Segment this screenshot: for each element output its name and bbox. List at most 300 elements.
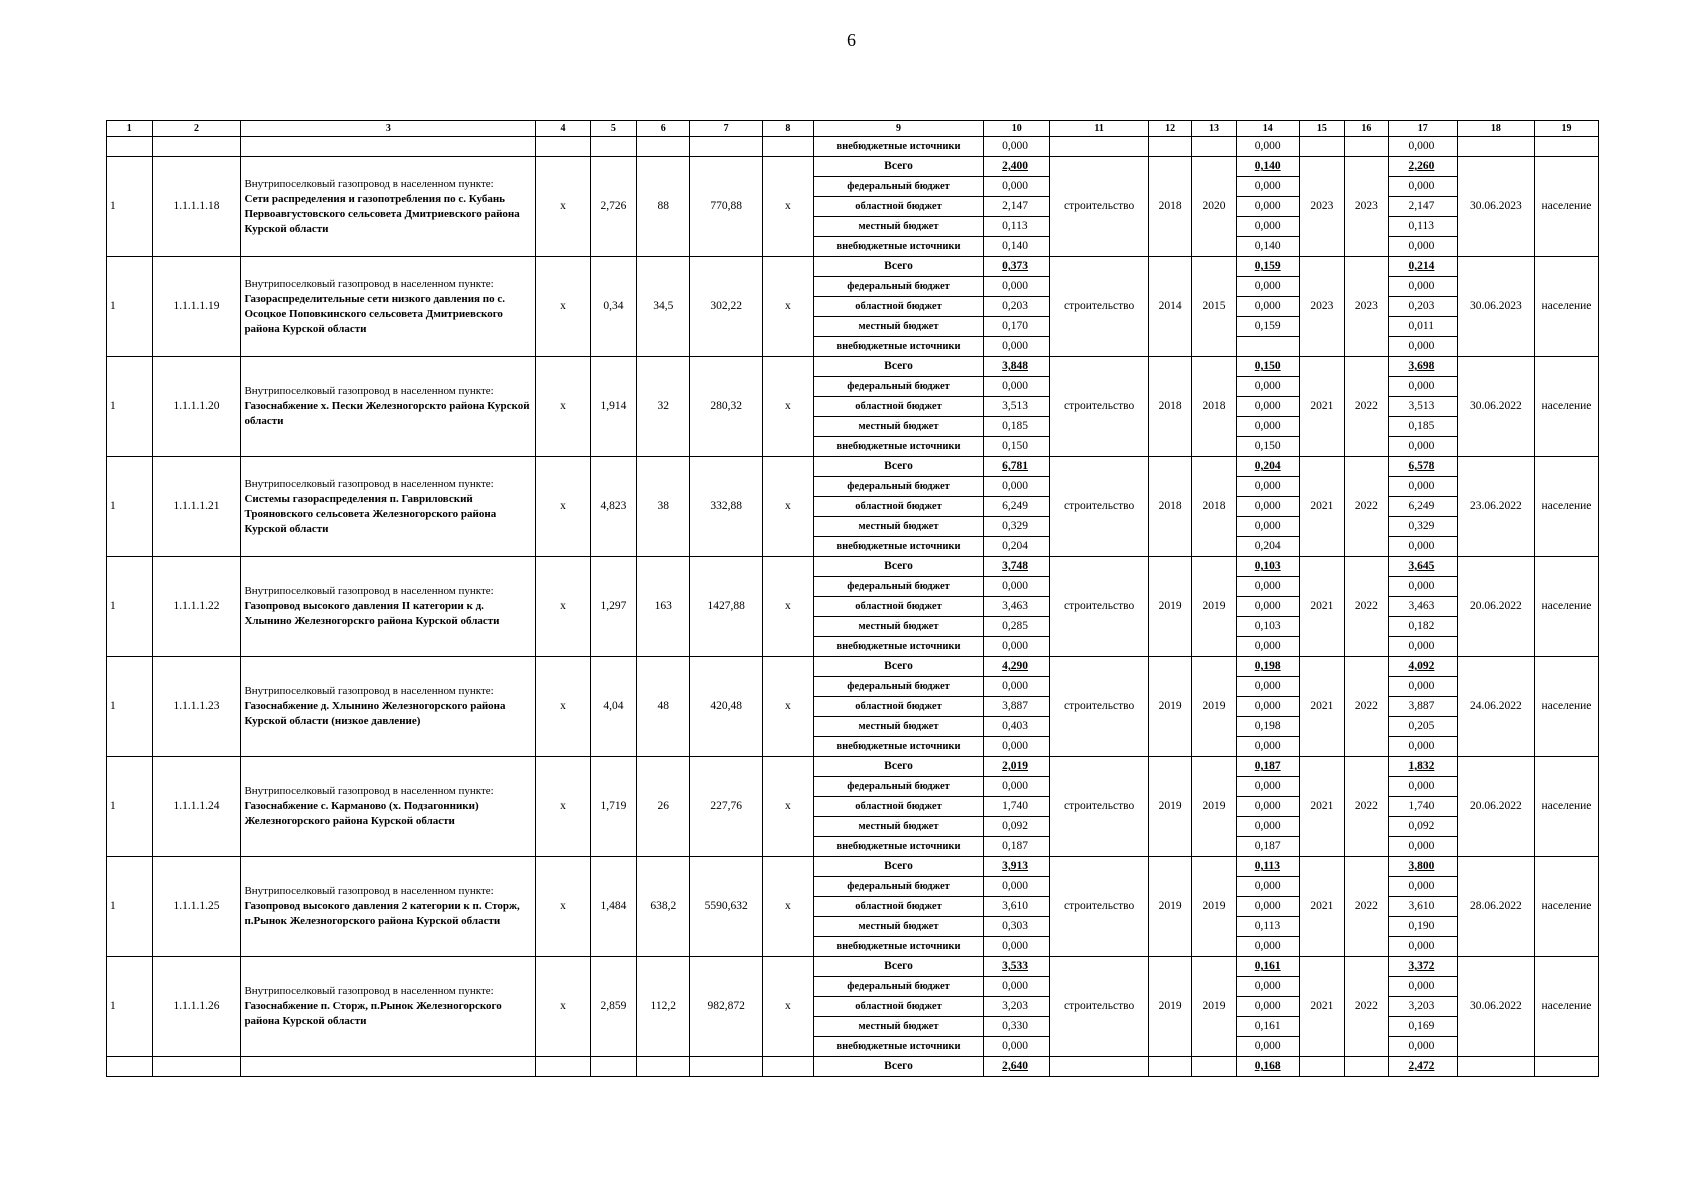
amount-cell: 0,169	[1388, 1017, 1457, 1037]
table-row	[107, 457, 1599, 477]
amount-cell: 2,147	[1388, 197, 1457, 217]
project-description	[241, 857, 536, 957]
funding-source: внебюджетные источники	[813, 637, 983, 657]
amount-cell: 3,463	[1388, 597, 1457, 617]
funding-source: областной бюджет	[813, 997, 983, 1017]
page-number: 6	[847, 30, 856, 50]
table-cell	[536, 137, 590, 157]
table-cell	[1050, 1057, 1149, 1077]
col7-cell: 5590,632	[690, 857, 763, 957]
funding-source: федеральный бюджет	[813, 877, 983, 897]
amount-cell: 1,832	[1388, 757, 1457, 777]
project-description	[241, 157, 536, 257]
amount-cell: 3,698	[1388, 357, 1457, 377]
funding-source: федеральный бюджет	[813, 677, 983, 697]
project-name: Сети распределения и газопотребления по с. Кубань Первоавгустовского сельсовета Дмитриевского района Курской области	[244, 192, 520, 235]
funding-source: внебюджетные источники	[813, 437, 983, 457]
amount-cell: 3,913	[984, 857, 1050, 877]
year-cell: 2022	[1345, 657, 1388, 757]
col4-cell: x	[536, 957, 590, 1057]
column-header: 6	[637, 121, 690, 137]
funding-source: федеральный бюджет	[813, 377, 983, 397]
column-header: 11	[1050, 121, 1149, 137]
year-cell: 2023	[1299, 157, 1345, 257]
amount-cell: 0,214	[1388, 257, 1457, 277]
end-year: 2020	[1192, 157, 1236, 257]
length-cell: 1,914	[590, 357, 637, 457]
amount-cell: 0,000	[1388, 637, 1457, 657]
table-cell	[590, 1057, 637, 1077]
amount-cell: 0,000	[984, 637, 1050, 657]
end-year: 2018	[1192, 457, 1236, 557]
beneficiary-cell: население	[1534, 857, 1598, 957]
amount-cell: 0,159	[1236, 317, 1299, 337]
date-cell: 20.06.2022	[1457, 557, 1534, 657]
year-cell: 2022	[1345, 957, 1388, 1057]
length-cell: 4,04	[590, 657, 637, 757]
table-cell	[590, 137, 637, 157]
table-row	[107, 857, 1599, 877]
project-code: 1.1.1.1.21	[152, 457, 241, 557]
amount-cell: 1,740	[1388, 797, 1457, 817]
amount-cell: 0,150	[984, 437, 1050, 457]
col8-cell: x	[762, 157, 813, 257]
col6-cell: 32	[637, 357, 690, 457]
amount-cell: 0,000	[1388, 137, 1457, 157]
amount-cell: 0,000	[1236, 197, 1299, 217]
project-lead: Внутрипоселковый газопровод в населенном пункте:	[244, 277, 494, 290]
amount-cell: 0,204	[984, 537, 1050, 557]
amount-cell: 0,000	[1236, 977, 1299, 997]
funding-source: федеральный бюджет	[813, 977, 983, 997]
col4-cell: x	[536, 557, 590, 657]
amount-cell: 0,113	[1388, 217, 1457, 237]
table-cell	[637, 1057, 690, 1077]
amount-cell: 0,000	[1388, 477, 1457, 497]
amount-cell: 0,161	[1236, 1017, 1299, 1037]
start-year: 2014	[1148, 257, 1191, 357]
project-name: Газоснабжение с. Карманово (х. Подзагонники) Железногорского района Курской области	[244, 800, 479, 827]
work-type: строительство	[1050, 357, 1149, 457]
amount-cell: 0,000	[984, 1037, 1050, 1057]
year-cell: 2021	[1299, 857, 1345, 957]
amount-cell: 0,000	[1388, 377, 1457, 397]
table-row	[107, 557, 1599, 577]
length-cell: 2,726	[590, 157, 637, 257]
funding-source: местный бюджет	[813, 717, 983, 737]
end-year: 2018	[1192, 357, 1236, 457]
col8-cell: x	[762, 457, 813, 557]
funding-source: местный бюджет	[813, 417, 983, 437]
amount-cell: 0,000	[1236, 417, 1299, 437]
work-type: строительство	[1050, 857, 1149, 957]
funding-source: областной бюджет	[813, 597, 983, 617]
table-row	[107, 357, 1599, 377]
amount-cell: 3,513	[984, 397, 1050, 417]
amount-cell: 0,403	[984, 717, 1050, 737]
year-cell: 2022	[1345, 557, 1388, 657]
col8-cell: x	[762, 257, 813, 357]
amount-cell: 0,000	[1236, 877, 1299, 897]
col7-cell: 227,76	[690, 757, 763, 857]
project-lead: Внутрипоселковый газопровод в населенном пункте:	[244, 685, 494, 697]
project-lead: Внутрипоселковый газопровод в населенном пункте:	[244, 985, 494, 997]
funding-source: федеральный бюджет	[813, 777, 983, 797]
amount-cell: 0,000	[984, 277, 1050, 297]
year-cell: 2022	[1345, 357, 1388, 457]
table-cell	[107, 1057, 153, 1077]
amount-cell: 0,303	[984, 917, 1050, 937]
start-year: 2019	[1148, 957, 1191, 1057]
year-cell: 2021	[1299, 557, 1345, 657]
amount-cell: 0,204	[1236, 537, 1299, 557]
amount-cell: 6,249	[1388, 497, 1457, 517]
date-cell: 24.06.2022	[1457, 657, 1534, 757]
col6-cell: 38	[637, 457, 690, 557]
project-description	[241, 957, 536, 1057]
table-row	[107, 757, 1599, 777]
year-cell: 2021	[1299, 657, 1345, 757]
amount-cell: 0,329	[984, 517, 1050, 537]
length-cell: 2,859	[590, 957, 637, 1057]
year-cell: 2021	[1299, 757, 1345, 857]
start-year: 2018	[1148, 457, 1191, 557]
project-code: 1.1.1.1.24	[152, 757, 241, 857]
funding-source: Всего	[813, 557, 983, 577]
project-name: Газопровод высокого давления II категории к д. Хлынино Железногорскго района Курской области	[244, 600, 500, 627]
col6-cell: 48	[637, 657, 690, 757]
beneficiary-cell: население	[1534, 557, 1598, 657]
column-header: 12	[1148, 121, 1191, 137]
table-cell	[1345, 137, 1388, 157]
project-lead: Внутрипоселковый газопровод в населенном пункте:	[244, 585, 494, 597]
funding-source: внебюджетные источники	[813, 237, 983, 257]
funding-source: внебюджетные источники	[813, 337, 983, 357]
column-header: 10	[984, 121, 1050, 137]
amount-cell: 0,373	[984, 257, 1050, 277]
col7-cell: 420,48	[690, 657, 763, 757]
table-cell	[1299, 1057, 1345, 1077]
project-code: 1.1.1.1.26	[152, 957, 241, 1057]
table-cell	[152, 1057, 241, 1077]
amount-cell: 0,000	[1388, 677, 1457, 697]
level-cell: 1	[107, 457, 153, 557]
level-cell: 1	[107, 357, 153, 457]
funding-source: местный бюджет	[813, 617, 983, 637]
budget-table	[106, 120, 1599, 1077]
level-cell: 1	[107, 657, 153, 757]
column-header: 16	[1345, 121, 1388, 137]
tail-row	[107, 1057, 1599, 1077]
amount-cell: 0,000	[1236, 817, 1299, 837]
amount-cell: 3,513	[1388, 397, 1457, 417]
table-cell	[152, 137, 241, 157]
project-description	[241, 757, 536, 857]
amount-cell: 0,000	[1236, 297, 1299, 317]
length-cell: 0,34	[590, 257, 637, 357]
amount-cell: 4,092	[1388, 657, 1457, 677]
amount-cell: 1,740	[984, 797, 1050, 817]
amount-cell: 0,000	[1388, 977, 1457, 997]
amount-cell: 3,610	[1388, 897, 1457, 917]
col8-cell: x	[762, 757, 813, 857]
table-cell	[1192, 137, 1236, 157]
beneficiary-cell: население	[1534, 457, 1598, 557]
col7-cell: 332,88	[690, 457, 763, 557]
funding-source: Всего	[813, 257, 983, 277]
level-cell: 1	[107, 757, 153, 857]
amount-cell: 0,000	[1236, 477, 1299, 497]
level-cell: 1	[107, 557, 153, 657]
amount-cell: 0,000	[1236, 677, 1299, 697]
table-cell	[536, 1057, 590, 1077]
project-code: 1.1.1.1.23	[152, 657, 241, 757]
amount-cell: 0,000	[984, 337, 1050, 357]
table-cell	[1345, 1057, 1388, 1077]
amount-cell: 3,645	[1388, 557, 1457, 577]
column-header: 18	[1457, 121, 1534, 137]
amount-cell: 3,887	[1388, 697, 1457, 717]
table-row	[107, 257, 1599, 277]
amount-cell: 0,187	[1236, 837, 1299, 857]
end-year: 2015	[1192, 257, 1236, 357]
length-cell: 1,297	[590, 557, 637, 657]
amount-cell: 0,000	[1388, 177, 1457, 197]
amount-cell: 0,161	[1236, 957, 1299, 977]
year-cell: 2023	[1345, 157, 1388, 257]
amount-cell: 0,330	[984, 1017, 1050, 1037]
work-type: строительство	[1050, 157, 1149, 257]
work-type: строительство	[1050, 757, 1149, 857]
amount-cell: 0,000	[1236, 277, 1299, 297]
amount-cell: 3,610	[984, 897, 1050, 917]
project-description	[241, 257, 536, 357]
beneficiary-cell: население	[1534, 257, 1598, 357]
amount-cell: 0,011	[1388, 317, 1457, 337]
funding-source: местный бюджет	[813, 817, 983, 837]
funding-source: областной бюджет	[813, 697, 983, 717]
column-header: 13	[1192, 121, 1236, 137]
table-cell	[1192, 1057, 1236, 1077]
beneficiary-cell: население	[1534, 357, 1598, 457]
amount-cell: 0,150	[1236, 357, 1299, 377]
amount-cell: 0,000	[984, 677, 1050, 697]
funding-source: местный бюджет	[813, 1017, 983, 1037]
col6-cell: 638,2	[637, 857, 690, 957]
amount-cell: 0,092	[1388, 817, 1457, 837]
amount-cell: 0,113	[1236, 917, 1299, 937]
amount-cell: 0,000	[1236, 397, 1299, 417]
amount-cell: 0,140	[1236, 237, 1299, 257]
table-cell	[1534, 1057, 1598, 1077]
column-header: 17	[1388, 121, 1457, 137]
project-name: Газопровод высокого давления 2 категории к п. Сторж, п.Рынок Железногорского района Курской области	[244, 900, 520, 927]
amount-cell: 0,000	[1236, 577, 1299, 597]
amount-cell: 2,019	[984, 757, 1050, 777]
amount-cell: 0,285	[984, 617, 1050, 637]
amount-cell: 0,000	[1236, 937, 1299, 957]
col6-cell: 112,2	[637, 957, 690, 1057]
amount-cell	[1236, 337, 1299, 357]
amount-cell: 0,185	[1388, 417, 1457, 437]
beneficiary-cell: население	[1534, 657, 1598, 757]
funding-source: федеральный бюджет	[813, 577, 983, 597]
project-lead: Внутрипоселковый газопровод в населенном пункте:	[244, 177, 494, 190]
start-year: 2019	[1148, 757, 1191, 857]
amount-cell: 0,000	[984, 977, 1050, 997]
project-code: 1.1.1.1.25	[152, 857, 241, 957]
amount-cell: 0,000	[1236, 217, 1299, 237]
amount-cell: 0,000	[1236, 1037, 1299, 1057]
funding-source: местный бюджет	[813, 517, 983, 537]
amount-cell: 2,400	[984, 157, 1050, 177]
amount-cell: 0,000	[1236, 737, 1299, 757]
amount-cell: 3,533	[984, 957, 1050, 977]
amount-cell: 0,159	[1236, 257, 1299, 277]
funding-source: Всего	[813, 1057, 983, 1077]
amount-cell: 0,000	[1388, 237, 1457, 257]
amount-cell: 0,000	[1236, 697, 1299, 717]
table-cell	[1457, 1057, 1534, 1077]
amount-cell: 0,000	[1236, 597, 1299, 617]
amount-cell: 0,000	[1236, 177, 1299, 197]
date-cell: 30.06.2023	[1457, 257, 1534, 357]
work-type: строительство	[1050, 657, 1149, 757]
amount-cell: 0,000	[1236, 497, 1299, 517]
table-row	[107, 157, 1599, 177]
amount-cell: 0,000	[1388, 877, 1457, 897]
col7-cell: 302,22	[690, 257, 763, 357]
project-lead: Внутрипоселковый газопровод в населенном пункте:	[244, 785, 494, 797]
amount-cell: 2,472	[1388, 1057, 1457, 1077]
funding-source: федеральный бюджет	[813, 277, 983, 297]
work-type: строительство	[1050, 957, 1149, 1057]
carry-over-row	[107, 137, 1599, 157]
table-cell	[107, 137, 153, 157]
end-year: 2019	[1192, 657, 1236, 757]
amount-cell: 0,103	[1236, 557, 1299, 577]
level-cell: 1	[107, 957, 153, 1057]
col4-cell: x	[536, 757, 590, 857]
col8-cell: x	[762, 657, 813, 757]
amount-cell: 3,800	[1388, 857, 1457, 877]
project-name: Газоснабжение д. Хлынино Железногорского района Курской области (низкое давление)	[244, 700, 506, 727]
col6-cell: 163	[637, 557, 690, 657]
project-name: Системы газораспределения п. Гавриловский Трояновского сельсовета Железногорского района Курской области	[244, 492, 497, 535]
col4-cell: x	[536, 257, 590, 357]
project-name: Газоснабжение п. Сторж, п.Рынок Железногорского района Курской области	[244, 1000, 502, 1027]
amount-cell: 3,463	[984, 597, 1050, 617]
funding-source: областной бюджет	[813, 397, 983, 417]
funding-source: внебюджетные источники	[813, 537, 983, 557]
amount-cell: 6,249	[984, 497, 1050, 517]
funding-source: Всего	[813, 857, 983, 877]
end-year: 2019	[1192, 757, 1236, 857]
work-type: строительство	[1050, 557, 1149, 657]
amount-cell: 0,092	[984, 817, 1050, 837]
level-cell: 1	[107, 157, 153, 257]
amount-cell: 0,198	[1236, 657, 1299, 677]
funding-source: областной бюджет	[813, 897, 983, 917]
start-year: 2018	[1148, 157, 1191, 257]
funding-source: внебюджетные источники	[813, 837, 983, 857]
funding-source: федеральный бюджет	[813, 177, 983, 197]
table-cell	[1148, 137, 1191, 157]
col8-cell: x	[762, 357, 813, 457]
col8-cell: x	[762, 957, 813, 1057]
level-cell: 1	[107, 257, 153, 357]
year-cell: 2022	[1345, 457, 1388, 557]
col7-cell: 770,88	[690, 157, 763, 257]
col8-cell: x	[762, 557, 813, 657]
amount-cell: 0,000	[1388, 737, 1457, 757]
year-cell: 2022	[1345, 757, 1388, 857]
year-cell: 2021	[1299, 457, 1345, 557]
project-name: Газоснабжение х. Пески Железногорскто района Курской области	[244, 400, 530, 427]
amount-cell: 0,000	[1236, 377, 1299, 397]
length-cell: 1,719	[590, 757, 637, 857]
date-cell: 23.06.2022	[1457, 457, 1534, 557]
column-header: 4	[536, 121, 590, 137]
funding-source: местный бюджет	[813, 217, 983, 237]
project-code: 1.1.1.1.22	[152, 557, 241, 657]
funding-source: внебюджетные источники	[813, 1037, 983, 1057]
amount-cell: 0,000	[1388, 577, 1457, 597]
amount-cell: 0,203	[984, 297, 1050, 317]
amount-cell: 0,113	[984, 217, 1050, 237]
work-type: строительство	[1050, 257, 1149, 357]
length-cell: 4,823	[590, 457, 637, 557]
table-cell	[690, 137, 763, 157]
amount-cell: 0,000	[984, 737, 1050, 757]
funding-source: Всего	[813, 957, 983, 977]
date-cell: 30.06.2022	[1457, 357, 1534, 457]
table-row	[107, 657, 1599, 677]
amount-cell: 0,140	[984, 237, 1050, 257]
table-cell	[637, 137, 690, 157]
amount-cell: 0,203	[1388, 297, 1457, 317]
column-header: 19	[1534, 121, 1598, 137]
amount-cell: 3,748	[984, 557, 1050, 577]
col4-cell: x	[536, 357, 590, 457]
amount-cell: 0,000	[1236, 897, 1299, 917]
column-header: 9	[813, 121, 983, 137]
year-cell: 2021	[1299, 957, 1345, 1057]
date-cell: 28.06.2022	[1457, 857, 1534, 957]
project-description	[241, 357, 536, 457]
project-description	[241, 457, 536, 557]
funding-source: местный бюджет	[813, 317, 983, 337]
project-description	[241, 657, 536, 757]
work-type: строительство	[1050, 457, 1149, 557]
level-cell: 1	[107, 857, 153, 957]
date-cell: 30.06.2022	[1457, 957, 1534, 1057]
table-cell	[762, 1057, 813, 1077]
column-header: 1	[107, 121, 153, 137]
funding-source: областной бюджет	[813, 797, 983, 817]
amount-cell: 0,000	[984, 937, 1050, 957]
amount-cell: 0,103	[1236, 617, 1299, 637]
date-cell: 20.06.2022	[1457, 757, 1534, 857]
funding-source: Всего	[813, 357, 983, 377]
amount-cell: 3,848	[984, 357, 1050, 377]
amount-cell: 6,781	[984, 457, 1050, 477]
col6-cell: 26	[637, 757, 690, 857]
end-year: 2019	[1192, 857, 1236, 957]
amount-cell: 3,203	[1388, 997, 1457, 1017]
funding-source: Всего	[813, 757, 983, 777]
year-cell: 2022	[1345, 857, 1388, 957]
